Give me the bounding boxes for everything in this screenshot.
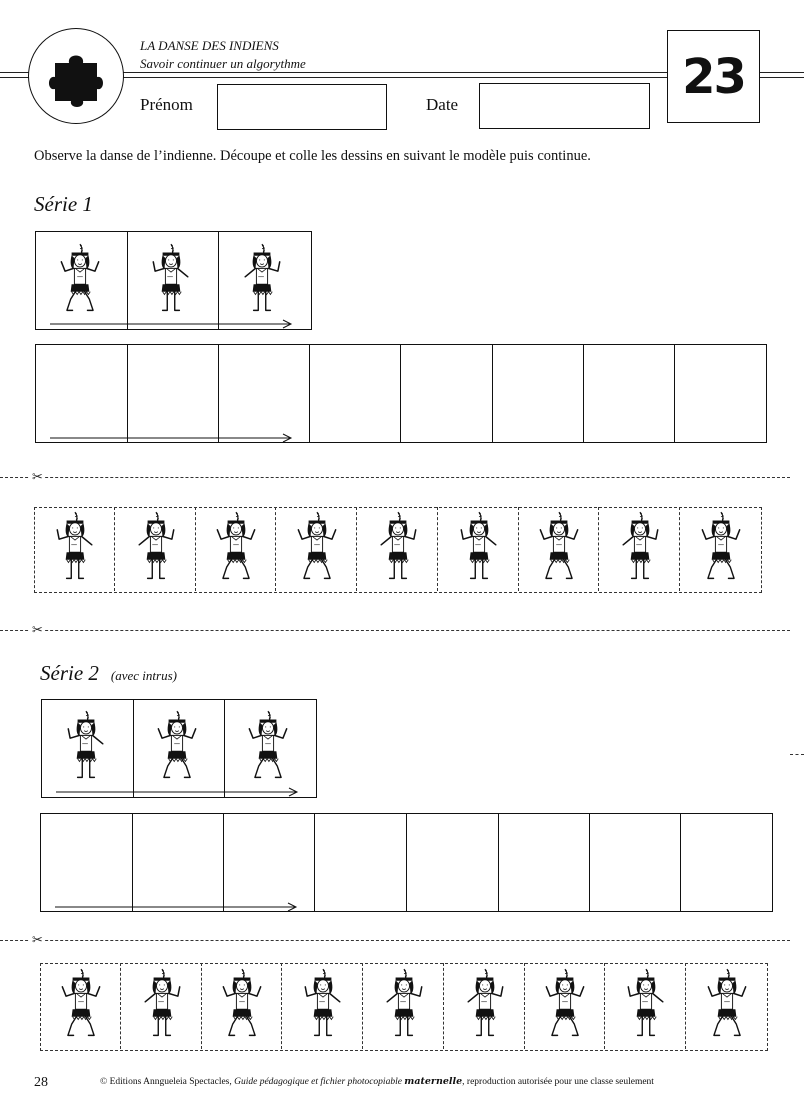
copyright-line xyxy=(100,1076,654,1087)
copyright-prefix: © Editions Anngueleia Spectacles, xyxy=(100,1077,235,1087)
serie1-cutout-dancer xyxy=(208,511,264,586)
serie2-answer-divider xyxy=(498,814,499,911)
scissors-icon: ✂ xyxy=(32,932,43,947)
serie1-cutout-dancer xyxy=(47,511,103,586)
serie2-answer-divider xyxy=(589,814,590,911)
serie2-answer-arrow xyxy=(40,813,316,911)
serie1-cutout-dancer xyxy=(693,511,749,586)
serie2-cutout-dancer xyxy=(457,968,513,1043)
serie2-model-dancer xyxy=(149,710,205,785)
puzzle-piece-icon xyxy=(29,29,123,123)
serie1-cutout-dancer xyxy=(370,511,426,586)
header-rule xyxy=(118,72,668,73)
copyright-italic: Guide pédagogique et fichier photocopiable xyxy=(234,1077,405,1087)
serie1-cutout-dancer xyxy=(128,511,184,586)
serie1-answer-divider xyxy=(674,345,675,442)
instruction-text: Observe la danse de l’indienne. Découpe et colle les dessins en suivant le modèle puis continue. xyxy=(34,148,591,164)
serie2-title: Série 2 xyxy=(40,661,99,685)
prenom-field[interactable] xyxy=(217,84,387,130)
serie1-cutout-dancer xyxy=(531,511,587,586)
page-badge-number: 23 xyxy=(682,48,745,105)
serie1-answer-arrow xyxy=(35,344,311,442)
scissors-icon: ✂ xyxy=(32,622,43,637)
header-rule-left-2 xyxy=(0,77,30,78)
copyright-suffix: , reproduction autorisée pour une classe seulement xyxy=(462,1077,654,1087)
serie2-model-dancer xyxy=(240,710,296,785)
serie2-cutout-dancer xyxy=(537,968,593,1043)
serie1-cutout-dancer xyxy=(451,511,507,586)
cut-line xyxy=(0,940,790,941)
page-badge xyxy=(667,30,760,123)
worksheet-title: LA DANSE DES INDIENS xyxy=(140,38,279,53)
date-field[interactable] xyxy=(479,83,650,129)
prenom-label: Prénom xyxy=(140,95,193,114)
serie1-model-dancer xyxy=(143,243,199,318)
serie1-cutout-dancer xyxy=(289,511,345,586)
serie1-answer-divider xyxy=(492,345,493,442)
header-rule-right-2 xyxy=(758,77,804,78)
serie1-title: Série 1 xyxy=(34,192,93,216)
margin-dash xyxy=(790,754,804,755)
worksheet-subtitle: Savoir continuer un algorythme xyxy=(140,56,306,71)
serie1-cutout-dancer xyxy=(612,511,668,586)
serie1-model-dancer xyxy=(234,243,290,318)
serie2-cutout-dancer xyxy=(618,968,674,1043)
serie2-cutout-dancer xyxy=(699,968,755,1043)
header-rule-2 xyxy=(118,77,668,78)
serie2-cutout-dancer xyxy=(295,968,351,1043)
scissors-icon: ✂ xyxy=(32,469,43,484)
serie2-cutout-dancer xyxy=(53,968,109,1043)
header-rule-left xyxy=(0,72,30,73)
serie1-answer-divider xyxy=(583,345,584,442)
serie2-cutout-dancer xyxy=(376,968,432,1043)
logo-circle xyxy=(28,28,124,124)
serie2-answer-divider xyxy=(680,814,681,911)
header-rule-right xyxy=(758,72,804,73)
serie2-model-dancer xyxy=(58,710,114,785)
serie1-answer-divider xyxy=(400,345,401,442)
serie2-answer-divider xyxy=(406,814,407,911)
copyright-maternelle: maternelle xyxy=(404,1076,463,1087)
serie2-cutout-dancer xyxy=(214,968,270,1043)
page-number: 28 xyxy=(34,1075,48,1090)
cut-line xyxy=(0,630,790,631)
cut-line xyxy=(0,477,790,478)
date-label: Date xyxy=(426,95,459,114)
serie2-subtitle: (avec intrus) xyxy=(110,668,177,683)
serie1-model-dancer xyxy=(52,243,108,318)
serie2-cutout-dancer xyxy=(134,968,190,1043)
serie2-heading xyxy=(40,661,177,686)
